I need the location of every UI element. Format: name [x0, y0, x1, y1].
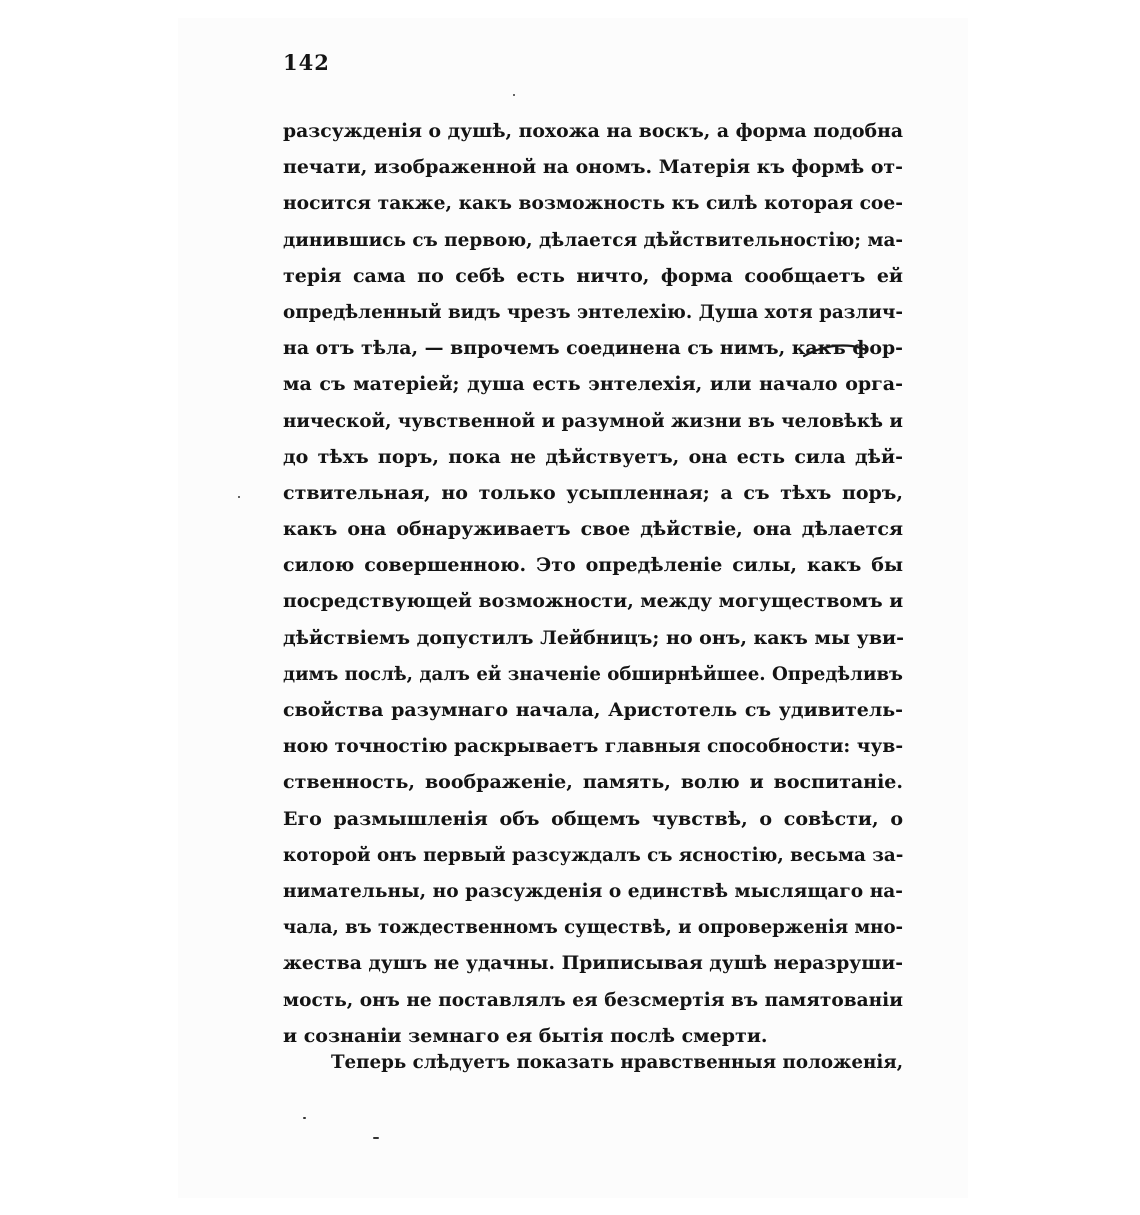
text-line: посредствующей возможности, между могуществомъ и [283, 590, 904, 613]
text-line: мость, онъ не поставлялъ ея безсмертія въ памятованіи [283, 988, 903, 1011]
text-line: на отъ тѣла, — впрочемъ соединена съ нимъ, какъ фор- [283, 337, 904, 360]
scan-speck [373, 1137, 379, 1139]
text-line: жества душъ не удачны. Приписывая душѣ неразруши- [283, 952, 903, 975]
text-line: нимательны, но разсужденія о единствѣ мыслящаго на- [283, 879, 904, 902]
text-line: дѣйствіемъ допустилъ Лейбницъ; но онъ, какъ мы уви- [283, 626, 905, 649]
text-line: опредѣленный видъ чрезъ энтелехію. Душа хотя различ- [283, 300, 903, 323]
scan-speck [303, 1117, 306, 1119]
text-line: чала, въ тождественномъ существѣ, и опроверженія мно- [283, 916, 904, 939]
text-line: свойства разумнаго начала, Аристотель съ удивитель- [283, 699, 903, 721]
text-line: разсужденія о душѣ, похожа на воскъ, а форма подобна [283, 120, 904, 142]
text-line: силою совершенною. Это опредѣленіе силы, какъ бы [283, 554, 903, 577]
text-line: динившись съ первою, дѣлается дѣйствительностію; ма- [283, 228, 904, 251]
paragraph-ethics-intro [283, 1044, 903, 1080]
text-line: Теперь слѣдуетъ показать нравственныя положенія, [330, 1051, 904, 1073]
text-line: димъ послѣ, далъ ей значеніе обширнѣйшее. Опредѣливъ [283, 662, 903, 685]
pen-underline-mark [800, 332, 870, 362]
text-line: носится также, какъ возможность къ силѣ которая сое- [283, 192, 904, 215]
text-line: Его размышленія объ общемъ чувствѣ, о совѣсти, о [283, 807, 903, 830]
text-line: ственность, воображеніе, память, волю и воспитаніе. [283, 771, 903, 794]
text-line: терія сама по себѣ есть ничто, форма сообщаетъ ей [283, 264, 903, 287]
text-line: и сознаніи земнаго ея бытія послѣ смерти. [283, 1024, 768, 1047]
paragraph-aristotle-soul [283, 113, 903, 1054]
text-line: какъ она обнаруживаетъ свое дѣйствіе, она дѣлается [283, 518, 903, 541]
text-line: которой онъ первый разсуждалъ съ ясностію, весьма за- [283, 843, 904, 866]
text-line: до тѣхъ поръ, пока не дѣйствуетъ, она есть сила дѣй- [283, 445, 903, 468]
text-line: ма съ матеріей; душа есть энтелехія, или начало орга- [283, 373, 903, 396]
scan-speck [238, 496, 240, 498]
page-number: 142 [283, 50, 330, 75]
text-line: ною точностію раскрываетъ главныя способности: чув- [283, 735, 904, 758]
text-line: нической, чувственной и разумной жизни въ человѣкѣ и [283, 409, 903, 432]
scan-speck [513, 94, 515, 96]
text-line: печати, изображенной на ономъ. Матерія къ формѣ от- [283, 156, 904, 179]
text-line: ствительная, но только усыпленная; а съ тѣхъ поръ, [283, 481, 903, 504]
